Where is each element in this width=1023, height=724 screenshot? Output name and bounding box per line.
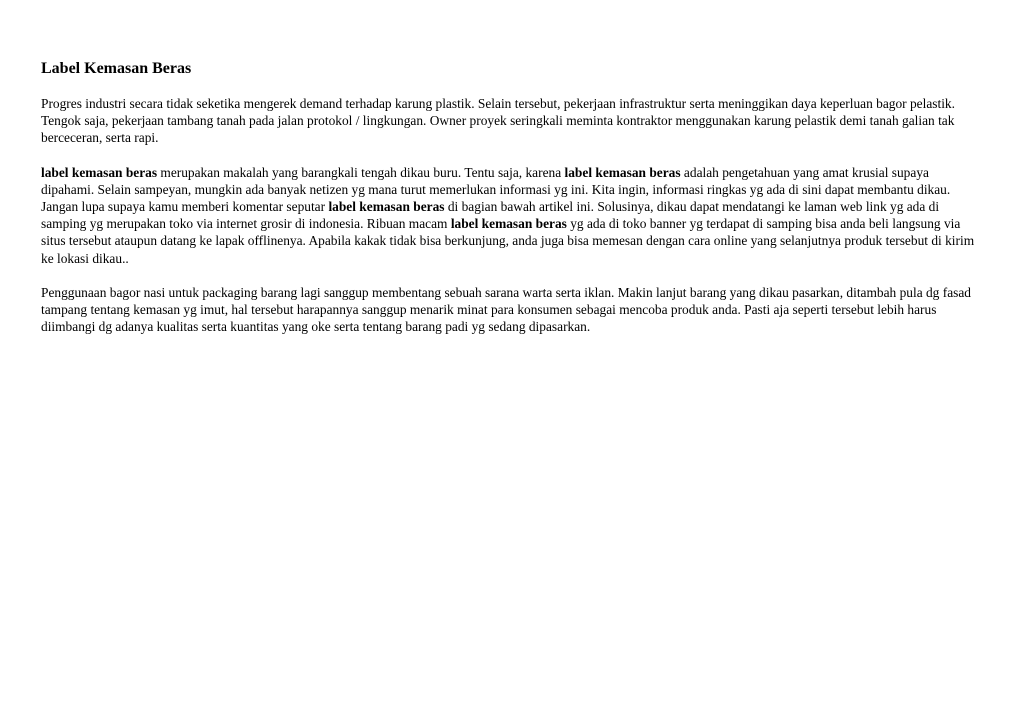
paragraph-segment: merupakan makalah yang barangkali tengah dikau buru. Tentu saja, karena bbox=[157, 164, 565, 180]
paragraph-intro: Progres industri secara tidak seketika mengerek demand terhadap karung plastik. Selain tersebut, pekerjaan infrastruktur serta meninggikan daya keperluan bagor pelastik. Tengok saja, pekerjaan tambang tanah pada jalan protokol / lingkungan. Owner proyek seringkali meminta kontraktor menggunakan karung pelastik demi tanah galian tak berceceran, serta rapi. bbox=[41, 96, 955, 146]
keyword-emphasis: label kemasan beras bbox=[328, 199, 445, 215]
paragraph-keyword bbox=[41, 164, 981, 267]
document-page bbox=[41, 58, 981, 352]
paragraph-segment: yg ada di toko banner yg terdapat di samping bisa anda beli langsung via situs tersebut ataupun datang ke lapak offlinenya. Apabila kakak tidak bisa berkunjung, anda juga bisa memesan dengan cara online yang selanjutnya produk tersebut di kirim ke lokasi dikau.. bbox=[41, 216, 975, 266]
keyword-emphasis: label kemasan beras bbox=[41, 164, 158, 180]
paragraph-packaging: Penggunaan bagor nasi untuk packaging barang lagi sanggup membentang sebuah sarana warta serta iklan. Makin lanjut barang yang dikau pasarkan, ditambah pula dg fasad tampang tentang kemasan yg imut, hal tersebut harapannya sanggup menarik minat para konsumen sebagai mencoba produk anda. Pasti aja seperti tersebut lebih harus diimbangi dg adanya kualitas serta kuantitas yang oke serta tentang barang padi yg sedang dipasarkan. bbox=[41, 284, 971, 335]
keyword-emphasis: label kemasan beras bbox=[564, 164, 681, 180]
paragraph-segment: di bagian bawah artikel ini. Solusinya, dikau dapat mendatangi ke laman web link yg ada di samping yg merupakan toko via internet grosir di indonesia. Ribuan macam bbox=[41, 199, 940, 232]
keyword-emphasis: label kemasan beras bbox=[450, 216, 567, 232]
paragraph-segment: adalah pengetahuan yang amat krusial supaya dipahami. Selain sampeyan, mungkin ada banyak netizen yg mana turut memerlukan informasi yg ini. Kita ingin, informasi ringkas yg ada di sini dapat membantu dikau. Jangan lupa supaya kamu memberi komentar seputar bbox=[41, 164, 951, 215]
page-title: Label Kemasan Beras bbox=[41, 60, 192, 77]
